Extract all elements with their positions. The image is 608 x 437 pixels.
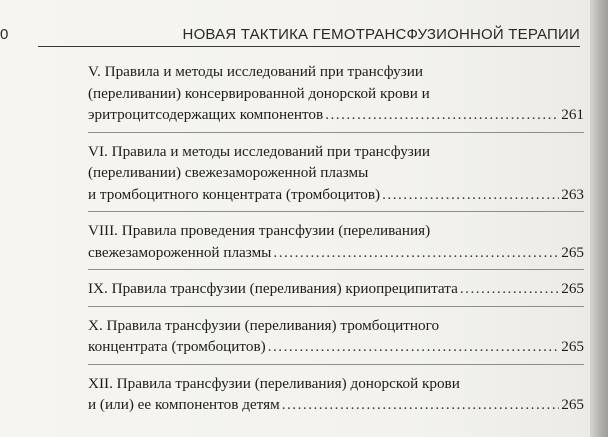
- toc-entry-line: (переливании) свежезамороженной плазмы: [88, 164, 369, 181]
- toc-page-number: 265: [561, 396, 584, 413]
- toc-page-number: 265: [561, 280, 584, 297]
- toc-page-number: 265: [561, 243, 584, 261]
- toc-page-number: 265: [561, 338, 584, 355]
- table-of-contents: [88, 61, 584, 430]
- toc-entry-line: VIII. Правила проведения трансфузии (переливания): [88, 222, 431, 239]
- toc-entry[interactable]: [88, 220, 584, 270]
- page-number: 0: [0, 26, 9, 43]
- toc-entry-line: XII. Правила трансфузии (переливания) донорской крови: [88, 374, 460, 392]
- dot-leader: [460, 278, 559, 300]
- toc-entry[interactable]: [88, 278, 584, 307]
- toc-entry-line: концентрата (тромбоцитов): [88, 338, 266, 355]
- toc-entry-line: IX. Правила трансфузии (переливания) криопреципитата: [88, 280, 458, 297]
- toc-page-number: 263: [561, 185, 584, 203]
- toc-entry-line: X. Правила трансфузии (переливания) тромбоцитного: [88, 316, 440, 334]
- toc-entry[interactable]: [88, 315, 584, 365]
- toc-page-number: 261: [561, 106, 584, 123]
- dot-leader: [325, 104, 559, 126]
- running-title: НОВАЯ ТАКТИКА ГЕМОТРАНСФУЗИОННОЙ ТЕРАПИИ: [182, 26, 580, 43]
- toc-entry-line: и (или) ее компонентов детям: [88, 396, 280, 413]
- dot-leader: [382, 184, 559, 206]
- toc-entry-line: эритроцитсодержащих компонентов: [88, 106, 324, 123]
- header-rule: [38, 46, 580, 47]
- toc-entry[interactable]: [88, 373, 584, 422]
- dot-leader: [282, 394, 560, 416]
- toc-entry-line: и тромбоцитного концентрата (тромбоцитов): [88, 185, 381, 203]
- facing-page-edge: [590, 0, 608, 437]
- toc-entry-line: (переливании) консервированной донорской крови и: [88, 84, 430, 102]
- toc-entry-line: VI. Правила и методы исследований при трансфузии: [88, 142, 431, 160]
- toc-entry[interactable]: [88, 61, 584, 133]
- dot-leader: [268, 336, 560, 358]
- dot-leader: [273, 242, 559, 264]
- toc-entry-line: свежезамороженной плазмы: [88, 243, 272, 261]
- toc-entry-line: V. Правила и методы исследований при трансфузии: [88, 63, 424, 80]
- toc-entry[interactable]: [88, 141, 584, 213]
- page-header: [0, 18, 580, 48]
